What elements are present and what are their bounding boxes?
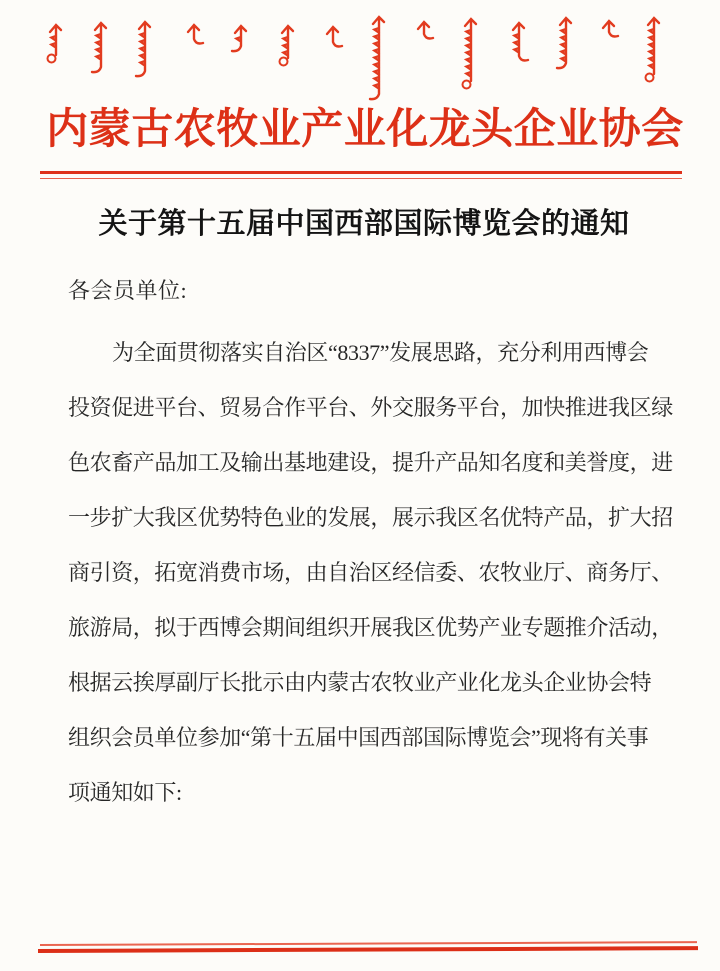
paragraph-line: 为全面贯彻落实自治区“8337”发展思路，充分利用西博会 (112, 340, 649, 365)
paragraph-line: 组织会员单位参加“第十五届中国西部国际博览会”现将有关事 (68, 725, 649, 750)
mongolian-script-masthead (0, 0, 720, 110)
paragraph-line: 商引资，拓宽消费市场，由自治区经信委、农牧业厅、商务厅、 (68, 560, 673, 585)
footer-divider-thick (38, 946, 698, 953)
paragraph-line: 项通知如下: (68, 780, 182, 805)
paragraph-line: 投资促进平台、贸易合作平台、外交服务平台，加快推进我区绿 (68, 395, 673, 420)
document-title: 关于第十五届中国西部国际博览会的通知 (98, 208, 630, 240)
paragraph-line: 旅游局，拟于西博会期间组织开展我区优势产业专题推介活动， (68, 615, 673, 640)
paragraph-line: 一步扩大我区优势特色业的发展，展示我区名优特产品，扩大招 (68, 505, 673, 530)
paragraph-line: 根据云挨厚副厅长批示由内蒙古农牧业产业化龙头企业协会特 (68, 670, 652, 695)
salutation: 各会员单位: (68, 278, 188, 303)
footer-divider-thin (40, 941, 697, 946)
header-divider-thin (40, 178, 682, 179)
body-paragraph (68, 325, 673, 820)
paragraph-line: 色农畜产品加工及输出基地建设，提升产品知名度和美誉度，进 (68, 450, 673, 475)
organization-title: 内蒙古农牧业产业化龙头企业协会 (46, 107, 684, 153)
header-divider-thick (40, 171, 682, 174)
